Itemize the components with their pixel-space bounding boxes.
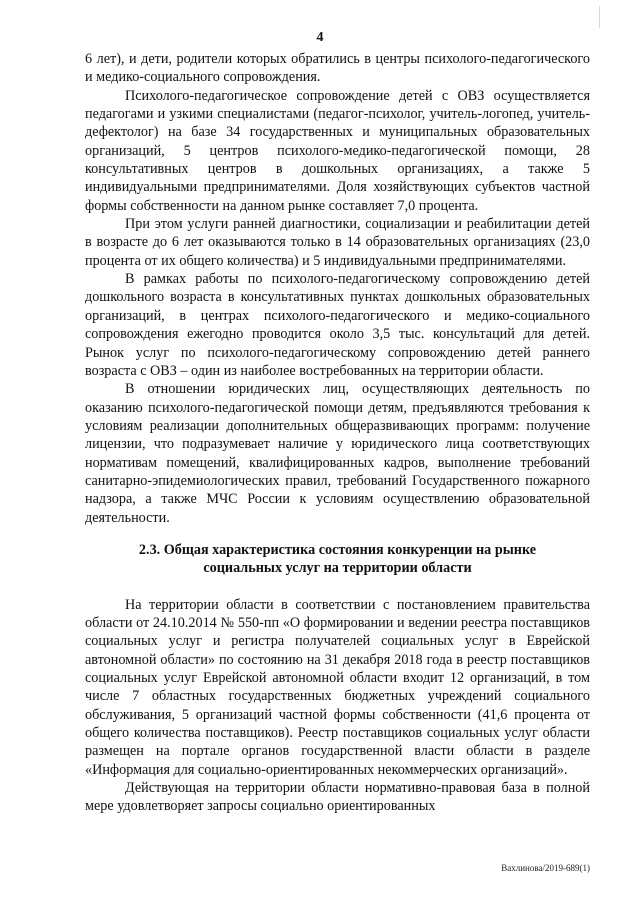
paragraph-5: В отношении юридических лиц, осуществляющих деятельность по оказанию психолого-педагогической помощи детям, предъявляются требования к условиям реализации дополнительных общеразвивающих программ: получение лицензии, что подразумевает наличие у юридического лица соответствующих нормативам помещений, квалифицированных кадров, выполнение требований санитарно-эпидемиологических правил, требований Государственного пожарного надзора, а также МЧС России к условиям осуществлению образовательной деятельности. — [85, 381, 590, 526]
paragraph-7: Действующая на территории области нормативно-правовая база в полной мере удовлетворяет запросы социально ориентированных — [85, 780, 590, 815]
scan-mark — [599, 6, 600, 28]
document-code: Вахлинова/2019-689(1) — [501, 863, 590, 873]
page-number: 4 — [316, 30, 324, 45]
section-heading-line-1: 2.3. Общая характеристика состояния конкуренции на рынке — [138, 541, 537, 558]
document-body — [85, 50, 590, 816]
section-heading-line-2: социальных услуг на территории области — [203, 560, 472, 577]
paragraph-2: Психолого-педагогическое сопровождение детей с ОВЗ осуществляется педагогами и узкими специалистами (педагог-психолог, учитель-логопед, учитель-дефектолог) на базе 34 государственных и муниципальных образовательных организаций, 5 центров психолого-медико-педагогической помощи, 28 консультативных центров в дошкольных организациях, а также 5 индивидуальными предпринимателями. Доля хозяйствующих субъектов частной формы собственности на данном рынке составляет 7,0 процента. — [85, 87, 590, 214]
paragraph-3: При этом услуги ранней диагностики, социализации и реабилитации детей в возрасте до 6 лет оказываются только в 14 образовательных организациях (23,0 процента от их общего количества) и 5 индивидуальными предпринимателями. — [85, 216, 590, 269]
section-heading — [85, 527, 590, 596]
paragraph-6: На территории области в соответствии с постановлением правительства области от 24.10.2014 № 550-пп «О формировании и ведении реестра поставщиков социальных услуг и регистра получателей социальных услуг в Еврейской автономной области» по состоянию на 31 декабря 2018 года в реестр поставщиков социальных услуг Еврейской автономной области входит 12 организаций, в том числе 7 областных государственных бюджетных учреждений социального обслуживания, 5 организаций частной формы собственности (41,6 процента от общего количества поставщиков). Реестр поставщиков социальных услуг области размещен на портале органов государственной власти области в разделе «Информация для социально-ориентированных некоммерческих организаций». — [85, 596, 590, 778]
paragraph-1: 6 лет), и дети, родители которых обратились в центры психолого-педагогического и медико-социального сопровождения. — [85, 51, 590, 86]
paragraph-4: В рамках работы по психолого-педагогическому сопровождению детей дошкольного возраста в консультативных пунктах дошкольных образовательных организаций, в центрах психолого-педагогического и медико-социального сопровождения ежегодно проводится около 3,5 тыс. консультаций для детей. Рынок услуг по психолого-педагогическому сопровождению детей раннего возраста с ОВЗ – один из наиболее востребованных на территории области. — [85, 271, 590, 379]
